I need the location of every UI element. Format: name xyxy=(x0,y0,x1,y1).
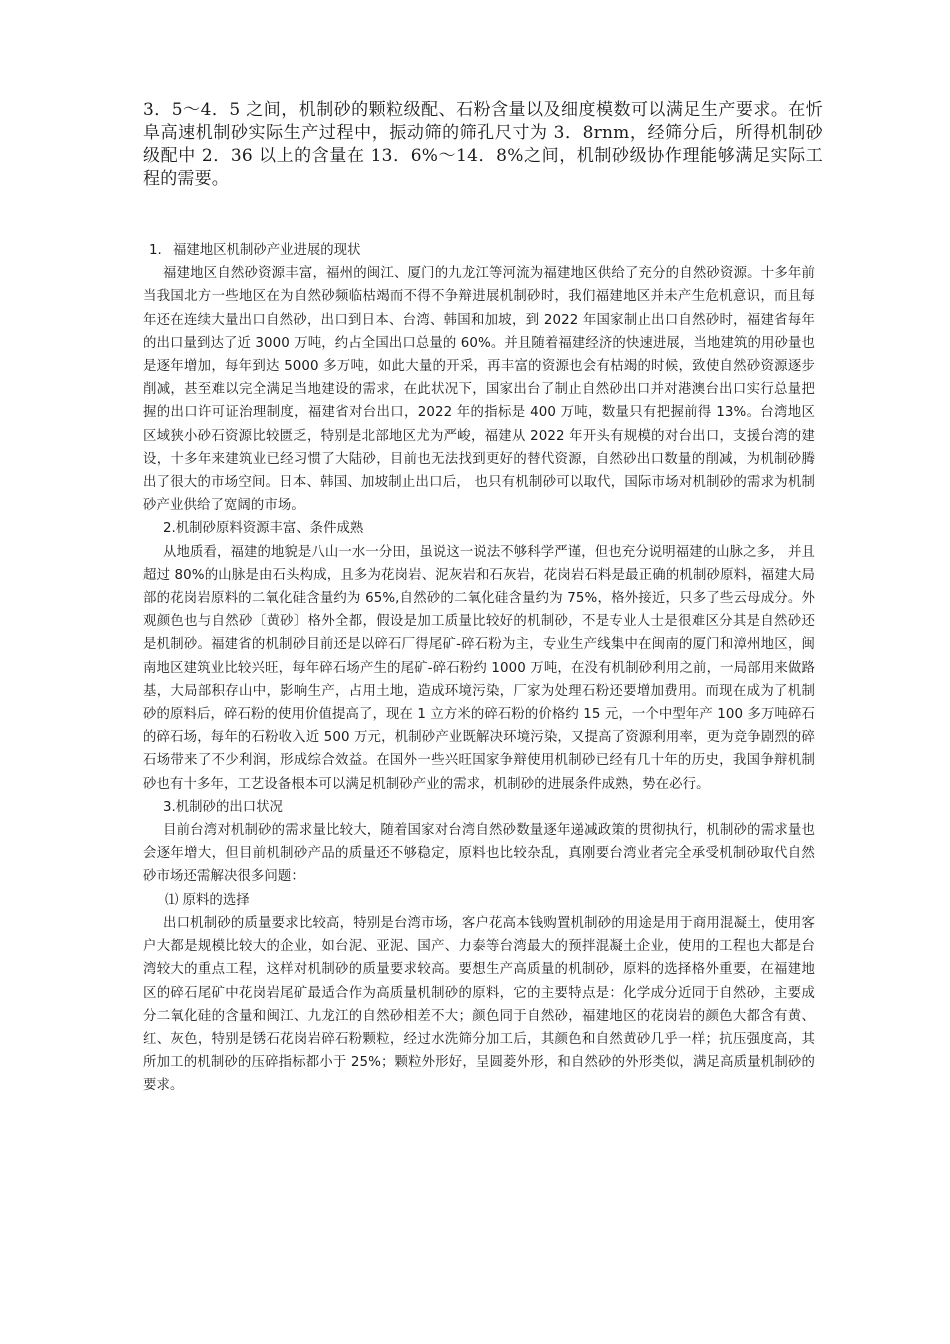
document-body xyxy=(143,239,815,1098)
section-2-heading: 2.机制砂原料资源丰富、条件成熟 xyxy=(163,521,364,537)
section-3-heading: 3.机制砂的出口状况 xyxy=(163,799,283,815)
section-1-paragraph: 福建地区自然砂资源丰富，福州的闽江、厦门的九龙江等河流为福建地区供给了充分的自然砂资源。十多年前当我国北方一些地区在为自然砂频临枯竭而不得不争辩进展机制砂时，我们福建地区并未产生危机意识，而且每年还在连续大量出口自然砂，出口到日本、台湾、韩国和加坡，到 2022 年国家制止出口自然砂时，福建省每年的出口量到达了近 3000 万吨，约占全国出口总量的 60%。并且随着福建经济的快速进展，当地建筑的用砂量也是逐年增加，每年到达 5000 多万吨，如此大量的开采，再丰富的资源也会有枯竭的时候，致使自然砂资源逐步削减，甚至难以完全满足当地建设的需求，在此状况下，国家出台了制止自然砂出口并对港澳台出口实行总量把握的出口许可证治理制度，福建省对台出口，2022 年的指标是 400 万吨，数量只有把握前得 13%。台湾地区区域狭小砂石资源比较匮乏，特别是北部地区尤为严峻，福建从 2022 年开头有规模的对台出口，支援台湾的建设，十多年来建筑业已经习惯了大陆砂，目前也无法找到更好的替代资源，自然砂出口数量的削减，为机制砂腾出了很大的市场空间。日本、韩国、加坡制止出口后， 也只有机制砂可以取代，国际市场对机制砂的需求为机制砂产业供给了宽阔的市场。 xyxy=(143,266,815,514)
subsection-1-paragraph: 出口机制砂的质量要求比较高，特别是台湾市场，客户花高本钱购置机制砂的用途是用于商用混凝土，使用客户大都是规模比较大的企业，如台泥、亚泥、国产、力泰等台湾最大的预拌混凝土企业，使用的工程也大都是台湾较大的重点工程，这样对机制砂的质量要求较高。要想生产高质量的机制砂，原料的选择格外重要，在福建地区的碎石尾矿中花岗岩尾矿最适合作为高质量机制砂的原料，它的主要特点是：化学成分近同于自然砂，主要成分二氧化硅的含量和闽江、九龙江的自然砂相差不大；颜色同于自然砂，福建地区的花岗岩的颜色大都含有黄、红、灰色，特别是锈石花岗岩碎石粉颗粒，经过水洗筛分加工后，其颜色和自然黄砂几乎一样；抗压强度高，其所加工的机制砂的压碎指标都小于 25%；颗粒外形好，呈圆菱外形，和自然砂的外形类似，满足高质量机制砂的要求。 xyxy=(143,915,815,1094)
intro-paragraph: 3．5～4．5 之间，机制砂的颗粒级配、石粉含量以及细度模数可以满足生产要求。在忻阜高速机制砂实际生产过程中，振动筛的筛孔尺寸为 3．8rnm，经筛分后，所得机制砂级配中 2．36 以上的含量在 13．6%～14．8%之间，机制砂级协作理能够满足实际工程的需要。 xyxy=(143,100,823,189)
section-2-paragraph: 从地质看，福建的地貌是八山一水一分田，虽说这一说法不够科学严谨，但也充分说明福建的山脉之多， 并且超过 80%的山脉是由石头构成，且多为花岗岩、泥灰岩和石灰岩，花岗岩石料是最正确的机制砂原料，福建大局部的花岗岩原料的二氧化硅含量约为 65%,自然砂的二氧化硅含量约为 75%，格外接近，只多了些云母成分。外观颜色也与自然砂〔黄砂〕格外全都，假设是加工质量比较好的机制砂，不是专业人士是很难区分其是自然砂还是机制砂。福建省的机制砂目前还是以碎石厂得尾矿-碎石粉为主，专业生产线集中在闽南的厦门和漳州地区，闽南地区建筑业比较兴旺，每年碎石场产生的尾矿-碎石粉约 1000 万吨，在没有机制砂利用之前，一局部用来做路基，大局部积存山中，影响生产，占用土地，造成环境污染，厂家为处理石粉还要增加费用。而现在成为了机制砂的原料后，碎石粉的使用价值提高了，现在 1 立方米的碎石粉的价格约 15 元，一个中型年产 100 多万吨碎石的碎石场，每年的石粉收入近 500 万元，机制砂产业既解决环境污染，又提高了资源利用率，更为竞争剧烈的碎石场带来了不少利润，形成综合效益。在国外一些兴旺国家争辩使用机制砂已经有几十年的历史，我国争辩机制砂也有十多年，工艺设备根本可以满足机制砂产业的需求，机制砂的进展条件成熟，势在必行。 xyxy=(143,544,815,792)
section-1-heading xyxy=(143,239,815,262)
section-3-paragraph: 目前台湾对机制砂的需求量比较大，随着国家对台湾自然砂数量逐年递减政策的贯彻执行，机制砂的需求量也会逐年增大，但目前机制砂产品的质量还不够稳定，原料也比较杂乱，真刚要台湾业者完全承受机制砂取代自然砂市场还需解决很多问题： xyxy=(143,823,815,885)
subsection-1-heading: ⑴ 原料的选择 xyxy=(165,892,250,908)
section-1-title: 福建地区机制砂产业进展的现状 xyxy=(173,243,361,258)
section-1-number: 1. xyxy=(149,243,162,258)
